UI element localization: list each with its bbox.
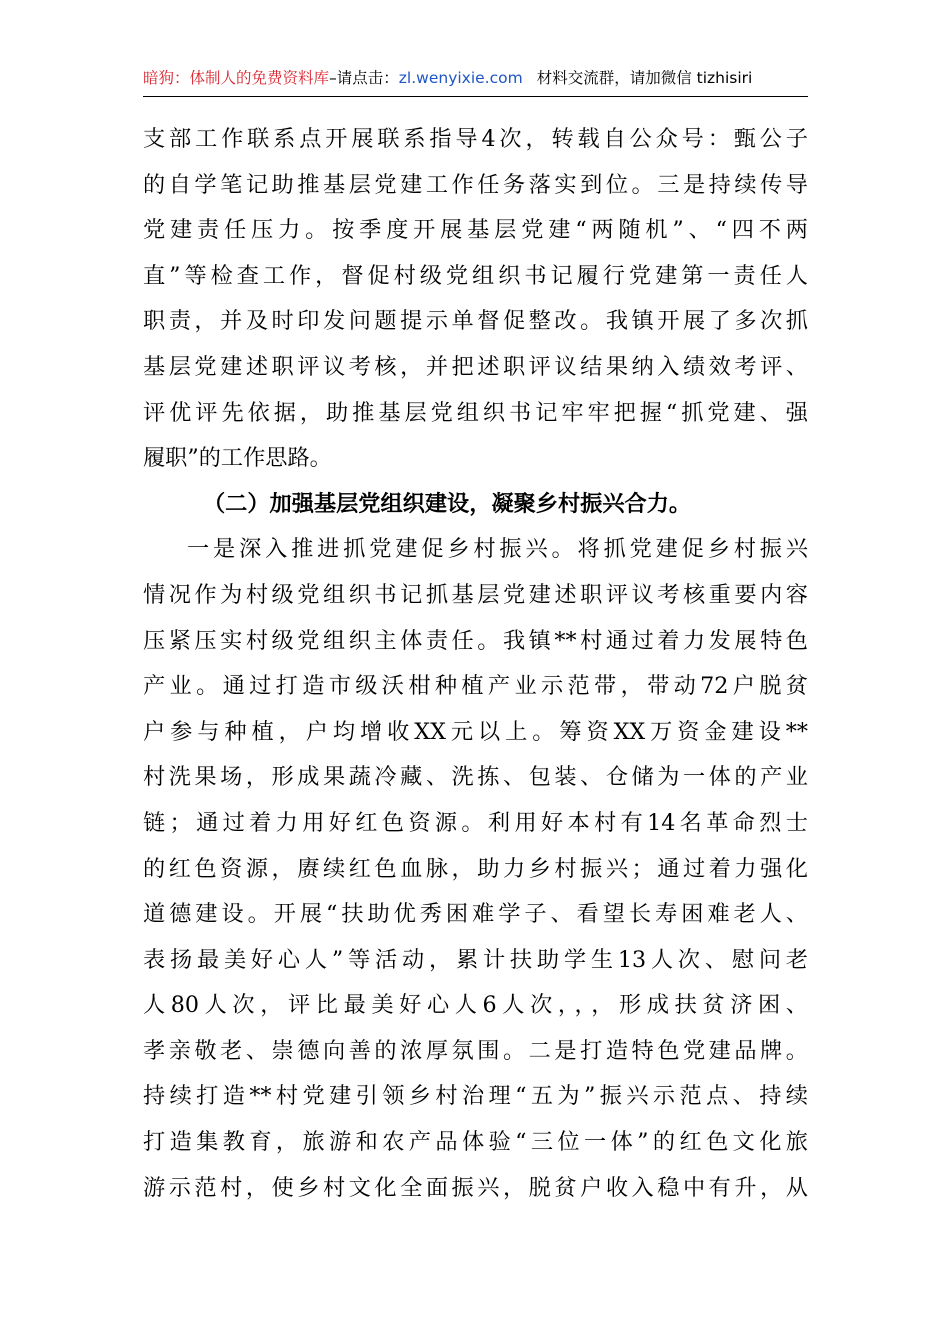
text-line: 直”等检查工作，督促村级党组织书记履行党建第一责任人 [143,262,808,289]
text-line: 职责，并及时印发问题提示单督促整改。我镇开展了多次抓 [143,308,808,335]
text-line: 村洗果场，形成果蔬冷藏、洗拣、包装、仓储为一体的产业 [143,764,808,791]
text-line: 产业。通过打造市级沃柑种植产业示范带，带动72户脱贫 [143,673,808,700]
header-url-link[interactable]: zl.wenyixie.com [398,69,523,87]
text-line: 表扬最美好心人”等活动，累计扶助学生13人次、慰问老 [143,946,808,973]
header-click-prompt: –请点击： [329,69,399,87]
text-line: 党建责任压力。按季度开展基层党建“两随机”、“四不两 [143,217,808,244]
text-line: 持续打造**村党建引领乡村治理“五为”振兴示范点、持续 [143,1083,808,1110]
text-line: 户参与种植，户均增收XX元以上。筹资XX万资金建设** [143,718,808,745]
text-line: 履职”的工作思路。 [143,445,332,472]
text-line: 一是深入推进抓党建促乡村振兴。将抓党建促乡村振兴 [187,536,808,563]
text-line: 情况作为村级党组织书记抓基层党建述职评议考核重要内容 [143,581,808,608]
text-line: 基层党建述职评议考核，并把述职评议结果纳入绩效考评、 [143,353,808,380]
text-line: 的红色资源，赓续红色血脉，助力乡村振兴；通过着力强化 [143,855,808,882]
header-wechat-note: 材料交流群，请加微信 tizhisiri [536,69,753,87]
document-body [143,117,808,1211]
text-line: 孝亲敬老、崇德向善的浓厚氛围。二是打造特色党建品牌。 [143,1037,808,1064]
page-header [143,66,808,97]
header-site-name: 暗狗：体制人的免费资料库 [143,69,330,87]
text-line: 支部工作联系点开展联系指导4次，转载自公众号：甄公子 [143,126,808,152]
text-line: 链；通过着力用好红色资源。利用好本村有14名革命烈士 [143,809,808,836]
section-heading: （二）加强基层党组织建设，凝聚乡村振兴合力。 [203,490,692,517]
text-line: 压紧压实村级党组织主体责任。我镇**村通过着力发展特色 [143,627,808,654]
text-line: 评优评先依据，助推基层党组织书记牢牢把握“抓党建、强 [143,399,808,426]
text-line: 人80人次，评比最美好心人6人次，，，形成扶贫济困、 [143,992,808,1019]
text-line: 打造集教育，旅游和农产品体验“三位一体”的红色文化旅 [143,1129,808,1156]
text-line: 道德建设。开展“扶助优秀困难学子、看望长寿困难老人、 [143,901,808,928]
text-line: 游示范村，使乡村文化全面振兴，脱贫户收入稳中有升，从 [143,1174,808,1201]
text-line: 的自学笔记助推基层党建工作任务落实到位。三是持续传导 [143,171,808,198]
